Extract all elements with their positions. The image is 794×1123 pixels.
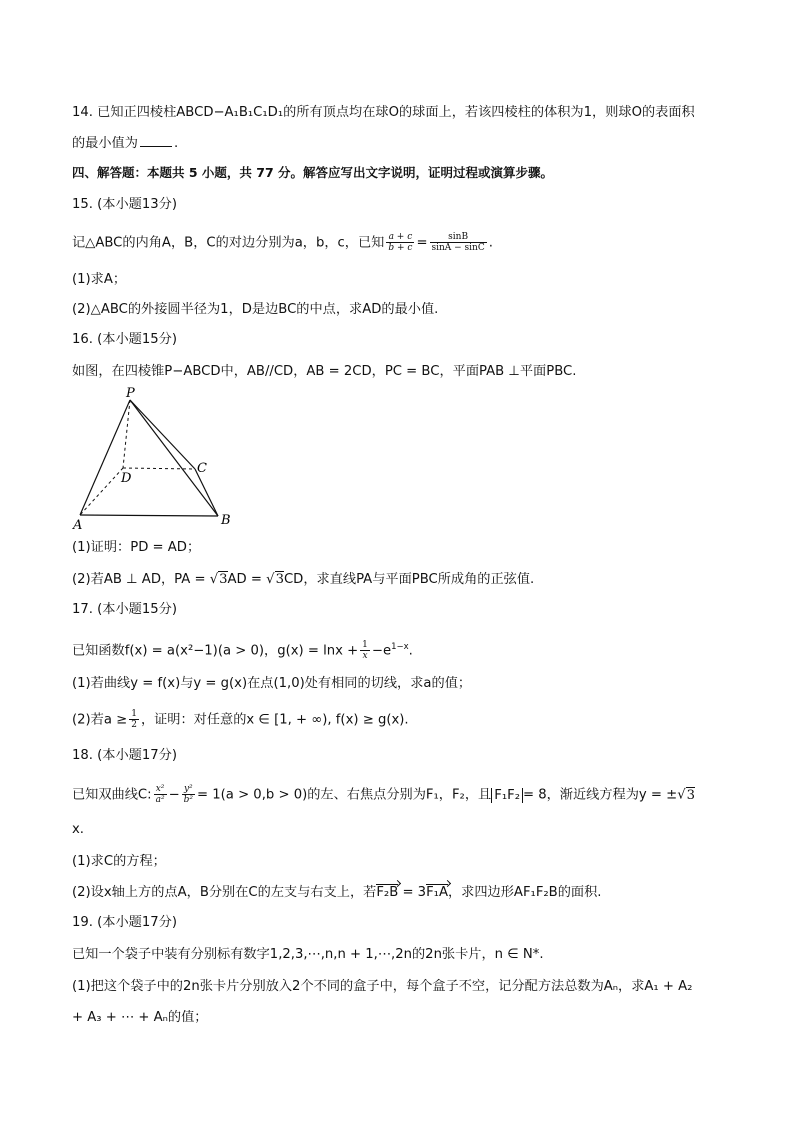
q18-part-2: (2)设x轴上方的点A，B分别在C的左支与右支上，若F₂B = 3F₁A，求四边形AF₁F₂B的面积.	[72, 883, 602, 903]
q15-fraction-2: $\frac{\sin B}{\sin A - \sin C}$	[431, 232, 485, 253]
label-A: A	[73, 518, 83, 533]
q18-heading: 18. (本小题17分)	[72, 748, 177, 763]
q16-heading: 16. (本小题15分)	[72, 332, 177, 347]
q15-fraction-1: $\frac{a + c}{b + c}$	[388, 232, 413, 253]
q18-stem: 已知双曲线C: $\frac{\text{x²}}{\text{a²}}$ − $\frac{\text{y²}}{\text{b²}}$ = 1(a > 0,b > 0)的左、右焦点分别为F₁，F₂，且 F₁F₂ = 8，渐近线方程为y = ±√3	[72, 784, 696, 805]
q17-fraction: $\frac{1}{x}$	[362, 639, 368, 661]
label-C: C	[197, 461, 207, 476]
q18-fraction-x: $\frac{\text{x²}}{\text{a²}}$	[155, 784, 165, 805]
edge-DA	[80, 468, 123, 515]
q18-fraction-y: $\frac{\text{y²}}{\text{b²}}$	[183, 784, 194, 805]
q19-stem: 已知一个袋子中装有分别标有数字1,2,3,⋯,n,n + 1,⋯,2n的2n张卡片，n ∈ N*.	[72, 947, 544, 962]
section-heading: 四、解答题：本题共 5 小题，共 77 分。解答应写出文字说明，证明过程或演算步骤。	[72, 165, 554, 180]
answer-blank[interactable]	[140, 133, 172, 147]
q14-line-1: 14. 已知正四棱柱ABCD−A₁B₁C₁D₁的所有顶点均在球O的球面上，若该四棱柱的体积为1，则球O的表面积	[72, 105, 695, 120]
edge-PB	[130, 400, 218, 516]
edge-DC	[123, 468, 195, 469]
edge-AB	[80, 515, 218, 516]
label-B: B	[221, 513, 231, 528]
edge-PC	[130, 400, 195, 469]
edge-PA	[80, 400, 130, 515]
q17-part-1: (1)若曲线y = f(x)与y = g(x)在点(1,0)处有相同的切线，求a的值；	[72, 676, 472, 691]
q18-stem-cont: x.	[72, 822, 84, 837]
pyramid-figure	[70, 386, 240, 534]
edge-BC	[195, 469, 218, 516]
q17-half-fraction: $\frac{1}{2}$	[131, 709, 137, 730]
edge-PD	[123, 400, 130, 468]
label-D: D	[121, 471, 132, 486]
q17-part-2: (2)若a ≥ $\frac{1}{2}$ ，证明：对任意的x ∈ [1, + ∞), f(x) ≥ g(x).	[72, 709, 409, 730]
q14-line-2: 的最小值为 .	[72, 133, 178, 154]
q19-part-1-line-2: + A₃ + ⋯ + Aₙ的值；	[72, 1010, 208, 1025]
q15-part-1: (1)求A；	[72, 272, 127, 287]
q16-part-1: (1)证明：PD = AD；	[72, 540, 201, 555]
q16-stem: 如图，在四棱锥P−ABCD中，AB//CD，AB = 2CD，PC = BC，平面PAB ⊥平面PBC.	[72, 364, 577, 379]
q16-part-2: (2)若AB ⊥ AD，PA = √3AD = √3CD，求直线PA与平面PBC所成角的正弦值.	[72, 572, 535, 587]
q19-part-1-line-1: (1)把这个袋子中的2n张卡片分别放入2个不同的盒子中，每个盒子不空，记分配方法总数为Aₙ，求A₁ + A₂	[72, 979, 693, 994]
label-P: P	[126, 386, 135, 401]
q15-heading: 15. (本小题13分)	[72, 197, 177, 212]
q15-stem: 记△ABC的内角A，B，C的对边分别为a，b，c，已知 $\frac{a + c}{b + c}$ = $\frac{\sin B}{\sin A - \sin C}$ .	[72, 232, 493, 253]
q17-heading: 17. (本小题15分)	[72, 602, 177, 617]
q15-part-2: (2)△ABC的外接圆半径为1，D是边BC的中点，求AD的最小值.	[72, 302, 439, 317]
q17-stem: 已知函数f(x) = a(x²−1)(a > 0)，g(x) = lnx + $\frac{1}{x}$ $-e^{1-x}$.	[72, 639, 413, 661]
q19-heading: 19. (本小题17分)	[72, 915, 177, 930]
q18-part-1: (1)求C的方程；	[72, 854, 166, 869]
